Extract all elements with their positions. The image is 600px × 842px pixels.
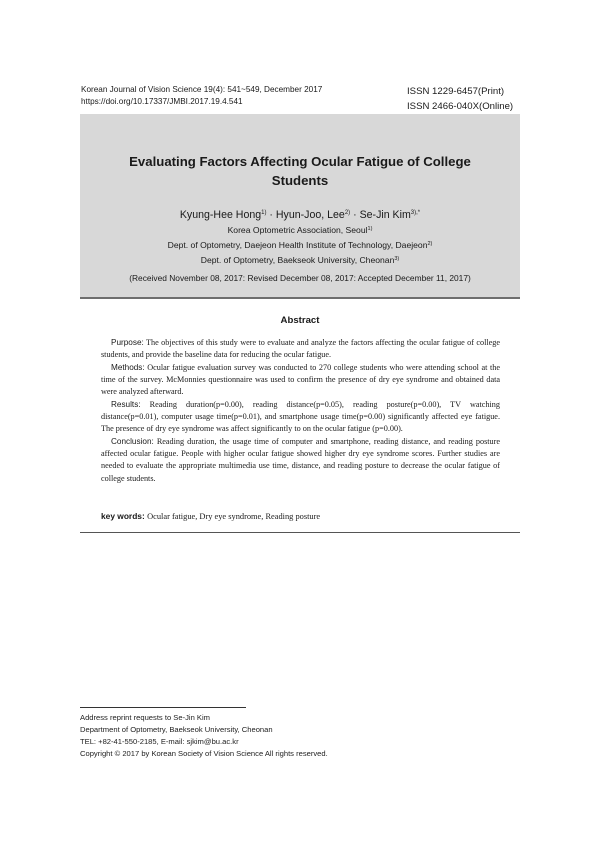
author-affiliation-mark: 1) <box>261 210 267 216</box>
author-name: Se-Jin Kim <box>359 209 411 221</box>
footnote-divider <box>80 707 246 708</box>
issn-print: ISSN 1229-6457(Print) <box>407 86 505 97</box>
keywords-values: Ocular fatigue, Dry eye syndrome, Reading posture <box>147 512 321 521</box>
doi-link[interactable]: https://doi.org/10.17337/JMBI.2017.19.4.541 <box>81 97 243 106</box>
abstract-conclusion: Conclusion: Reading duration, the usage time of computer and smartphone, reading distance, and reading posture affected ocular fatigue. People with higher ocular fatigue showed higher dry eye syndrome scores. Further studies are needed to evaluate the appropriate multimedia use time, distance, and reading posture to decrease the ocular fatigue of college students. <box>101 436 500 483</box>
paper-title <box>80 152 520 190</box>
keywords <box>101 511 320 521</box>
title-block <box>80 114 520 299</box>
footnote-contact: TEL: +82-41-550-2185, E-mail: sjkim@bu.ac.kr <box>80 737 239 746</box>
abstract-divider <box>80 532 520 533</box>
abstract-heading: Abstract <box>280 315 320 326</box>
abstract-purpose: Purpose: The objectives of this study were to evaluate and analyze the factors affecting the ocular fatigue of college students, and provide the baseline data for reducing the ocular fatigue. <box>101 338 500 360</box>
abstract-results: Results: Reading duration(p=0.00), reading distance(p=0.05), reading posture(p=0.00), TV watching distance(p=0.01), computer usage time(p=0.01), and smartphone usage time(p=0.00) significantly affected eye fatigue. The presence of dry eye syndrome was affect significantly to on the ocular fatigue (p=0.00). <box>101 399 500 434</box>
abstract-body <box>101 337 500 485</box>
author-separator: · <box>350 209 360 221</box>
footnote-reprint: Address reprint requests to Se-Jin Kim <box>80 713 210 722</box>
affiliation: Korea Optometric Association, Seoul$^{1)}$ <box>227 225 373 235</box>
title-line-2: Students <box>271 173 329 188</box>
author-separator: · <box>266 209 276 221</box>
journal-citation: Korean Journal of Vision Science 19(4): 541~549, December 2017 <box>81 85 323 94</box>
title-line-1: Evaluating Factors Affecting Ocular Fatigue of College <box>129 154 471 169</box>
affiliation: Dept. of Optometry, Baekseok University, Cheonan$^{3)}$ <box>200 255 400 265</box>
keywords-label: key words: <box>101 511 145 521</box>
author-affiliation-mark: 3),* <box>410 210 421 216</box>
footnote-department: Department of Optometry, Baekseok University, Cheonan <box>80 725 273 734</box>
abstract-methods: Methods: Ocular fatigue evaluation survey was conducted to 270 college students who were attending school at the time of the survey. McMonnies questionnaire was used to confirm the presence of dry eye syndrome and obtained data were analyzed afterward. <box>101 362 500 397</box>
author-name: Kyung-Hee Hong <box>179 209 262 221</box>
author-affiliation-mark: 2) <box>344 210 351 216</box>
footnote-copyright: Copyright © 2017 by Korean Society of Vision Science All rights reserved. <box>80 749 328 758</box>
submission-dates: (Received November 08, 2017: Revised December 08, 2017: Accepted December 11, 2017) <box>129 273 471 283</box>
affiliation: Dept. of Optometry, Daejeon Health Institute of Technology, Daejeon$^{2)}$ <box>167 240 433 250</box>
author-list <box>80 206 520 222</box>
issn-online: ISSN 2466-040X(Online) <box>407 101 514 112</box>
author-name: Hyun-Joo, Lee <box>275 209 345 221</box>
